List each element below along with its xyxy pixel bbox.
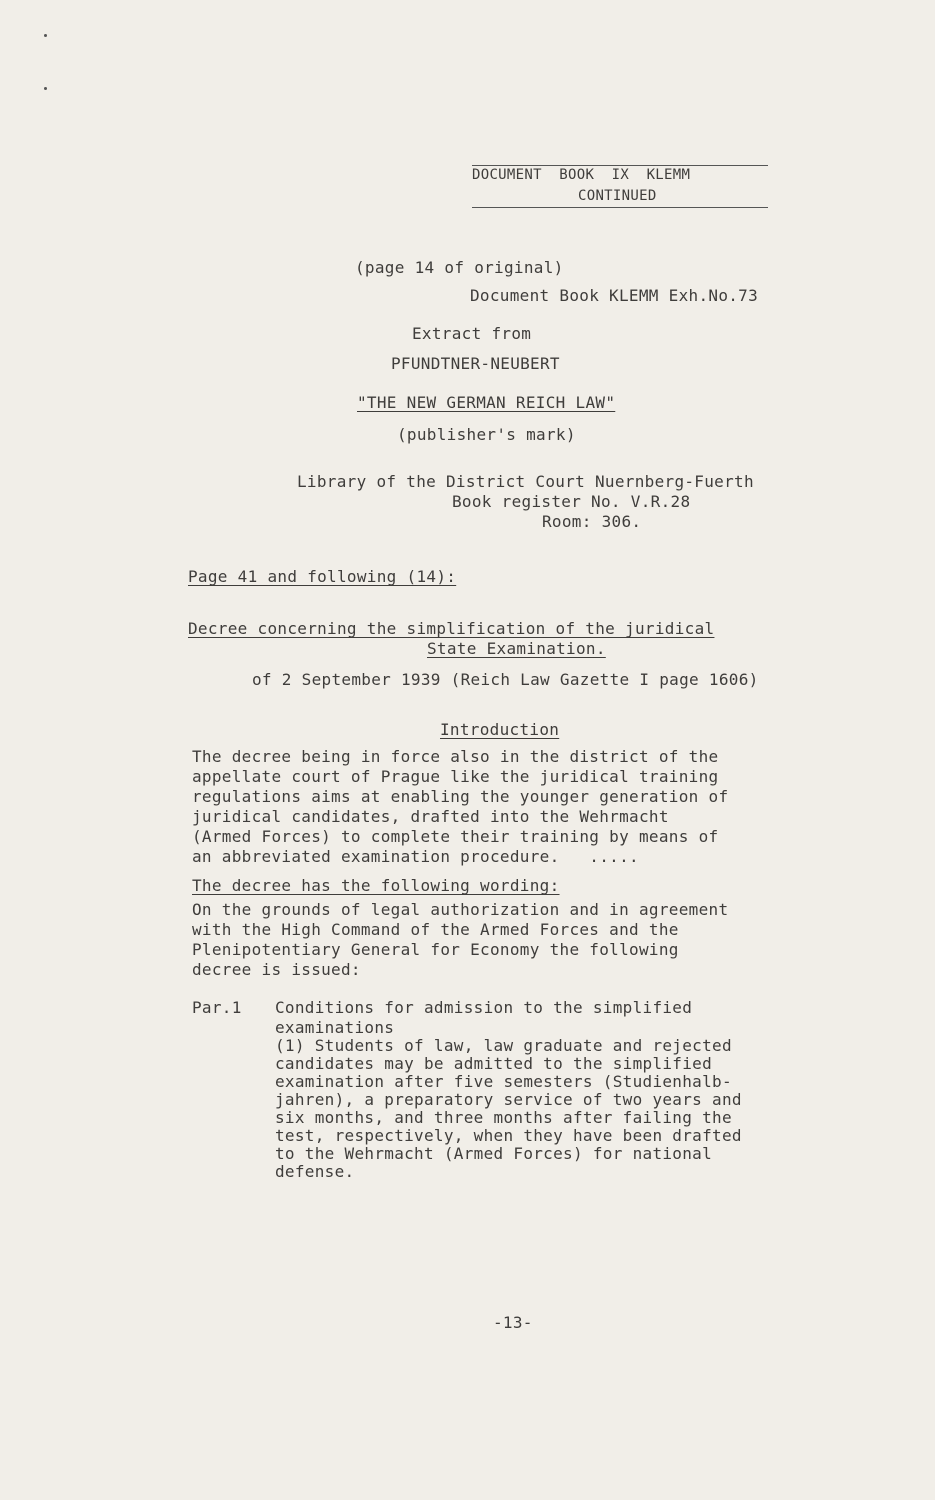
intro-line: regulations aims at enabling the younger generation of: [192, 787, 729, 806]
par1-line: to the Wehrmacht (Armed Forces) for national: [275, 1144, 713, 1163]
intro-line: The decree being in force also in the district of the: [192, 747, 719, 766]
publisher-mark: (publisher's mark): [397, 425, 576, 444]
decree-title-line-1: Decree concerning the simplification of the juridical: [188, 619, 715, 638]
header-underline: [472, 207, 768, 208]
library-line: Library of the District Court Nuernberg-Fuerth: [297, 472, 754, 491]
register-line: Book register No. V.R.28: [452, 492, 691, 511]
intro-line: (Armed Forces) to complete their training by means of: [192, 827, 719, 846]
par1-line: candidates may be admitted to the simplified: [275, 1054, 713, 1073]
header-overline: [472, 165, 768, 166]
intro-line: appellate court of Prague like the juridical training: [192, 767, 719, 786]
par1-line: jahren), a preparatory service of two years and: [275, 1090, 742, 1109]
authors: PFUNDTNER-NEUBERT: [391, 354, 560, 373]
wording-line: decree is issued:: [192, 960, 361, 979]
paragraph-label: Par.1: [192, 998, 242, 1017]
exhibit-reference: Document Book KLEMM Exh.No.73: [470, 286, 759, 305]
par1-line: examinations: [275, 1018, 395, 1037]
page-number: -13-: [493, 1313, 533, 1332]
room-line: Room: 306.: [542, 512, 642, 531]
par1-line: test, respectively, when they have been drafted: [275, 1126, 742, 1145]
par1-line: examination after five semesters (Studienhalb-: [275, 1072, 732, 1091]
margin-mark: [44, 34, 47, 37]
page-reference: (page 14 of original): [355, 258, 564, 277]
decree-title-line-2: State Examination.: [427, 639, 606, 658]
header-line-2: CONTINUED: [578, 188, 657, 204]
intro-line: juridical candidates, drafted into the Wehrmacht: [192, 807, 669, 826]
wording-line: with the High Command of the Armed Forces and the: [192, 920, 679, 939]
section-page-reference: Page 41 and following (14):: [188, 567, 457, 586]
header-line-1: DOCUMENT BOOK IX KLEMM: [472, 167, 691, 183]
par1-line: (1) Students of law, law graduate and rejected: [275, 1036, 732, 1055]
book-title: "THE NEW GERMAN REICH LAW": [357, 393, 616, 412]
wording-line: Plenipotentiary General for Economy the following: [192, 940, 679, 959]
decree-date-line: of 2 September 1939 (Reich Law Gazette I page 1606): [252, 670, 759, 689]
margin-mark: [44, 87, 47, 90]
introduction-heading: Introduction: [440, 720, 560, 739]
wording-line: On the grounds of legal authorization and in agreement: [192, 900, 729, 919]
extract-label: Extract from: [412, 324, 532, 343]
par1-line: defense.: [275, 1162, 355, 1181]
par1-line: six months, and three months after failing the: [275, 1108, 732, 1127]
par1-line: Conditions for admission to the simplified: [275, 998, 693, 1017]
intro-line: an abbreviated examination procedure. .....: [192, 847, 639, 866]
wording-heading: The decree has the following wording:: [192, 876, 560, 895]
